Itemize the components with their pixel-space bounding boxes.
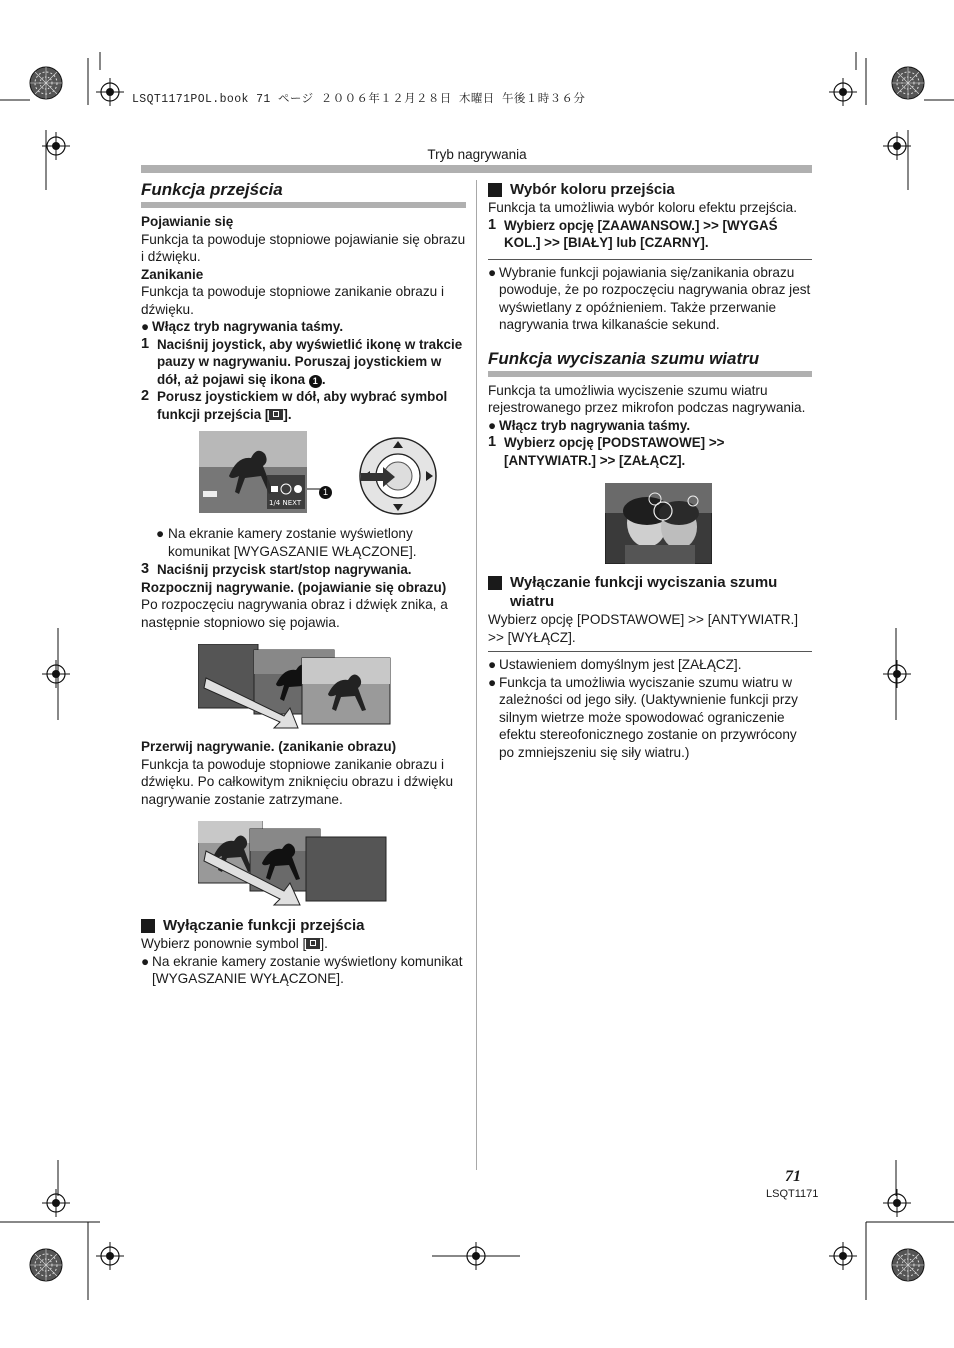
fade-off-heading: Wyłączanie funkcji przejścia	[141, 916, 466, 935]
camera-screen-image	[199, 431, 307, 513]
bullet-icon: ●	[156, 526, 165, 541]
divider-line	[488, 651, 812, 652]
step-3-subheading: Rozpocznij nagrywanie. (pojawianie się obrazu)	[141, 579, 447, 595]
bullet-default-setting: ● Ustawieniem domyślnym jest [ZAŁĄCZ].	[488, 657, 742, 672]
osd-page-text: 1/4 NEXT	[269, 499, 302, 507]
bullet-wind-reduction: ● Funkcja ta umożliwia wyciszanie szumu wiatru w zależności od jego siły. (Uaktywnienie funkcji przy silnym wietrze może spowodować ograniczenie efektu stereofonicznego zostanie on przywrócony po zmniejszeniu się siły wiatru.)	[488, 674, 798, 760]
section-rule	[488, 371, 812, 377]
step-1: 1 Naciśnij joystick, aby wyświetlić ikonę w trakcie pauzy w nagrywaniu. Poruszaj joystickiem w dół, aż pojawi się ikona 1 .	[141, 335, 463, 387]
step-number: 1	[141, 335, 150, 352]
fade-in-text: Funkcja ta powoduje stopniowe pojawianie się obrazu i dźwięku.	[141, 231, 466, 264]
color-text: Funkcja ta umożliwia wybór koloru efektu przejścia.	[488, 200, 798, 215]
figure-camera-joystick	[141, 431, 466, 525]
callout-number-icon: 1	[309, 375, 322, 388]
wind-photo	[605, 483, 712, 564]
pause-text: Funkcja ta powoduje stopniowe zanikanie obrazu i dźwięku. Po całkowitym zniknięciu obrazu i dźwięku nagrywanie zostanie zatrzymane.	[141, 756, 454, 807]
fade-out-text: Funkcja ta powoduje stopniowe zanikanie obrazu i dźwięku.	[141, 284, 445, 317]
fade-in-heading: Pojawianie się	[141, 214, 234, 229]
bullet-fade-off-message: ● Na ekranie kamery zostanie wyświetlony komunikat [WYGASZANIE WYŁĄCZONE].	[141, 953, 463, 986]
bullet-icon: ●	[141, 953, 150, 969]
top-rule	[141, 165, 812, 173]
bullet-icon: ●	[141, 319, 150, 334]
square-bullet-icon	[141, 919, 155, 933]
section-title: Funkcja przejścia	[141, 180, 283, 199]
right-column	[488, 178, 812, 761]
transition-icon	[269, 409, 283, 420]
wind-off-heading: Wyłączanie funkcji wyciszania szumu wiatru	[488, 573, 812, 611]
wind-step-1: 1 Wybierz opcję [PODSTAWOWE] >> [ANTYWIATR.] >> [ZAŁĄCZ].	[488, 434, 725, 468]
fade-off-text: Wybierz ponownie symbol [ ].	[141, 936, 328, 951]
bullet-icon: ●	[488, 674, 497, 690]
step-3: 3 Naciśnij przycisk start/stop nagrywania.	[141, 561, 412, 577]
step-number: 1	[488, 216, 497, 233]
wind-text: Funkcja ta umożliwia wyciszenie szumu wiatru rejestrowanego przez mikrofon podczas nagrywania.	[488, 382, 806, 415]
joystick-icon	[357, 435, 439, 517]
step-number: 3	[141, 561, 150, 577]
pause-heading: Przerwij nagrywanie. (zanikanie obrazu)	[141, 739, 397, 754]
step-2: 2 Porusz joystickiem w dół, aby wybrać symbol funkcji przejścia [ ].	[141, 388, 448, 422]
bullet-tape-mode: ● Włącz tryb nagrywania taśmy.	[141, 319, 344, 334]
wind-off-text: Wybierz opcję [PODSTAWOWE] >> [ANTYWIATR.] >> [WYŁĄCZ].	[488, 612, 799, 645]
transition-icon	[306, 938, 320, 949]
page-number: 71	[785, 1168, 801, 1185]
step-3-text: Po rozpoczęciu nagrywania obraz i dźwięk znika, a następnie stopniowo się pojawia.	[141, 597, 448, 630]
bullet-tape-mode: ● Włącz tryb nagrywania taśmy.	[488, 417, 691, 433]
step-number: 2	[141, 388, 150, 404]
bullet-icon: ●	[488, 417, 497, 433]
section-rule	[141, 202, 466, 208]
step-number: 1	[488, 434, 497, 450]
fade-out-heading: Zanikanie	[141, 266, 204, 282]
bullet-delay-note: ● Wybranie funkcji pojawiania się/zanikania obrazu powoduje, że po rozpoczęciu nagrywania obraz jest wyświetlany z opóźnieniem. Także przerwanie nagrywania trwa kilkanaście sekund.	[488, 264, 811, 332]
fade-in-illustration	[198, 644, 392, 730]
left-column	[141, 178, 466, 988]
fade-out-illustration	[198, 821, 392, 907]
bullet-icon: ●	[488, 657, 497, 672]
bullet-icon: ●	[488, 264, 497, 280]
bullet-fade-on-message: ● Na ekranie kamery zostanie wyświetlony komunikat [WYGASZANIE WŁĄCZONE].	[156, 526, 417, 559]
square-bullet-icon	[488, 576, 502, 590]
square-bullet-icon	[488, 183, 502, 197]
wind-section-title: Funkcja wyciszania szumu wiatru	[488, 348, 760, 368]
column-divider	[476, 180, 477, 1170]
color-step-1: 1 Wybierz opcję [ZAAWANSOW.] >> [WYGAŚ KOL.] >> [BIAŁY] lub [CZARNY].	[488, 216, 778, 250]
color-heading: Wybór koloru przejścia	[488, 180, 812, 199]
divider-line	[488, 259, 812, 260]
section-label: Tryb nagrywania	[427, 147, 527, 162]
callout-number-icon: 1	[319, 482, 332, 500]
document-code: LSQT1171	[766, 1188, 819, 1200]
header-file-info: LSQT1171POL.book 71 ページ ２００６年１２月２８日 木曜日 午後１時３６分	[132, 93, 586, 106]
